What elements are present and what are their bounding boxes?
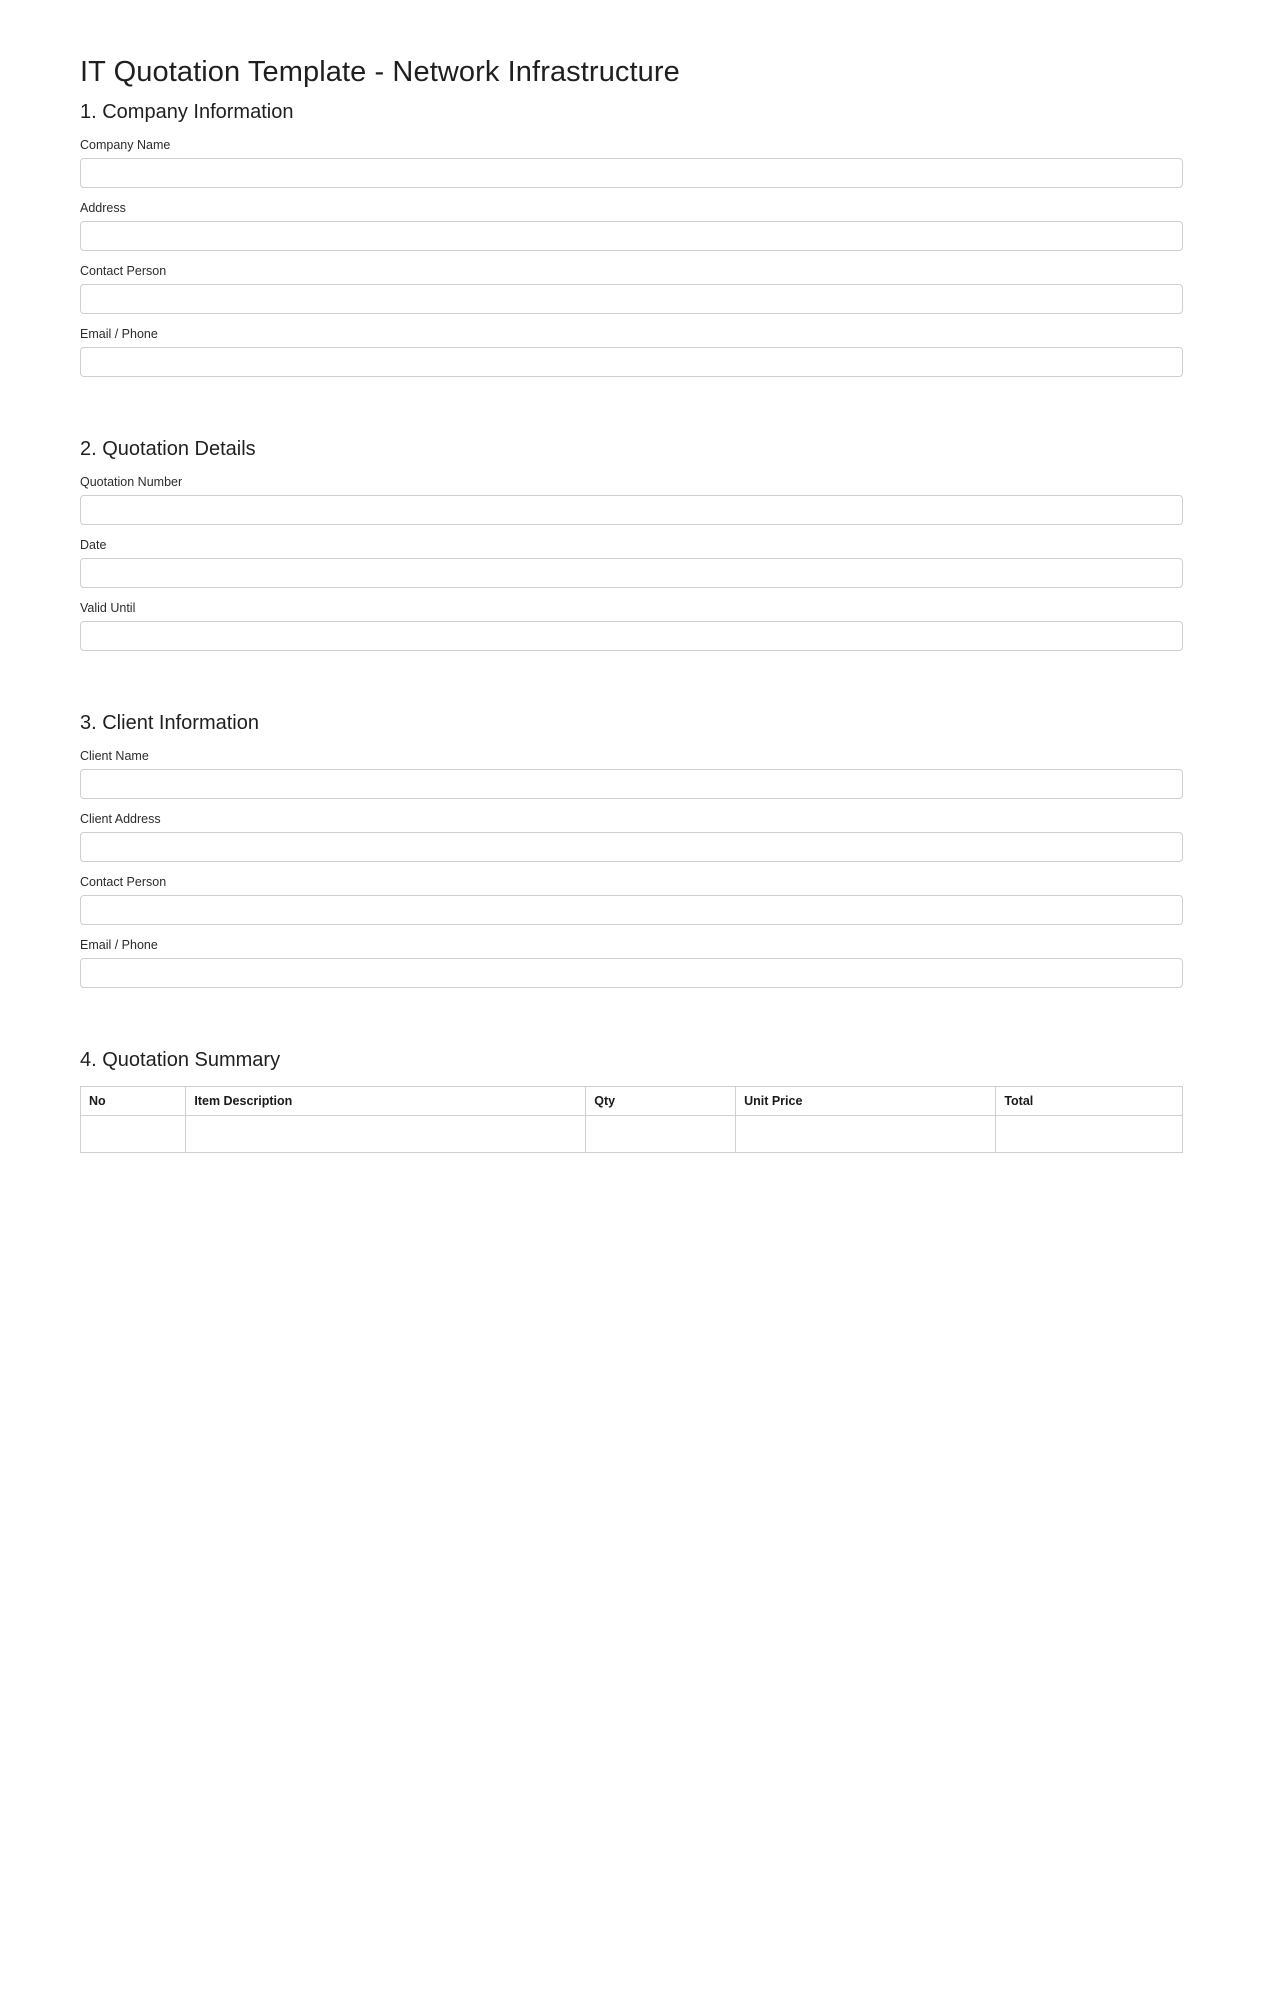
column-header-qty: Qty [586,1087,736,1116]
field-valid-until [80,601,1183,651]
field-client-email-phone [80,938,1183,988]
quotation-summary-table [80,1086,1183,1153]
date-input[interactable] [80,558,1183,588]
field-client-address [80,812,1183,862]
cell-description[interactable] [186,1116,586,1153]
section-client-information [80,712,1183,988]
column-header-unit-price: Unit Price [736,1087,996,1116]
cell-total[interactable] [996,1116,1183,1153]
field-label: Quotation Number [80,475,183,489]
field-client-contact-person [80,875,1183,925]
field-label: Valid Until [80,601,136,615]
section-quotation-details [80,438,1183,651]
field-label: Client Name [80,749,149,763]
section-spacer [80,664,1183,690]
company-name-input[interactable] [80,158,1183,188]
section-heading: 1. Company Information [80,101,294,123]
client-email-phone-input[interactable] [80,958,1183,988]
section-quotation-summary [80,1049,1183,1153]
column-header-item-description: Item Description [186,1087,586,1116]
client-name-input[interactable] [80,769,1183,799]
field-label: Contact Person [80,875,167,889]
section-company-information [80,101,1183,377]
field-label: Email / Phone [80,327,158,341]
section-heading: 3. Client Information [80,712,259,734]
section-spacer [80,1001,1183,1027]
contact-person-input[interactable] [80,284,1183,314]
field-company-name [80,138,1183,188]
section-spacer [80,390,1183,416]
email-phone-input[interactable] [80,347,1183,377]
client-address-input[interactable] [80,832,1183,862]
field-label: Date [80,538,107,552]
cell-unit-price[interactable] [736,1116,996,1153]
column-header-total: Total [996,1087,1183,1116]
valid-until-input[interactable] [80,621,1183,651]
field-email-phone [80,327,1183,377]
section-heading: 2. Quotation Details [80,438,256,460]
field-contact-person [80,264,1183,314]
field-address [80,201,1183,251]
field-quotation-number [80,475,1183,525]
cell-qty[interactable] [586,1116,736,1153]
field-label: Company Name [80,138,171,152]
page-title: IT Quotation Template - Network Infrastructure [80,56,680,88]
table-header-row [81,1087,1183,1116]
field-label: Contact Person [80,264,167,278]
client-contact-person-input[interactable] [80,895,1183,925]
field-label: Address [80,201,126,215]
section-heading: 4. Quotation Summary [80,1049,281,1071]
field-label: Email / Phone [80,938,158,952]
field-date [80,538,1183,588]
field-client-name [80,749,1183,799]
quotation-number-input[interactable] [80,495,1183,525]
cell-no[interactable] [81,1116,186,1153]
table-row[interactable] [81,1116,1183,1153]
field-label: Client Address [80,812,161,826]
address-input[interactable] [80,221,1183,251]
column-header-no: No [81,1087,186,1116]
